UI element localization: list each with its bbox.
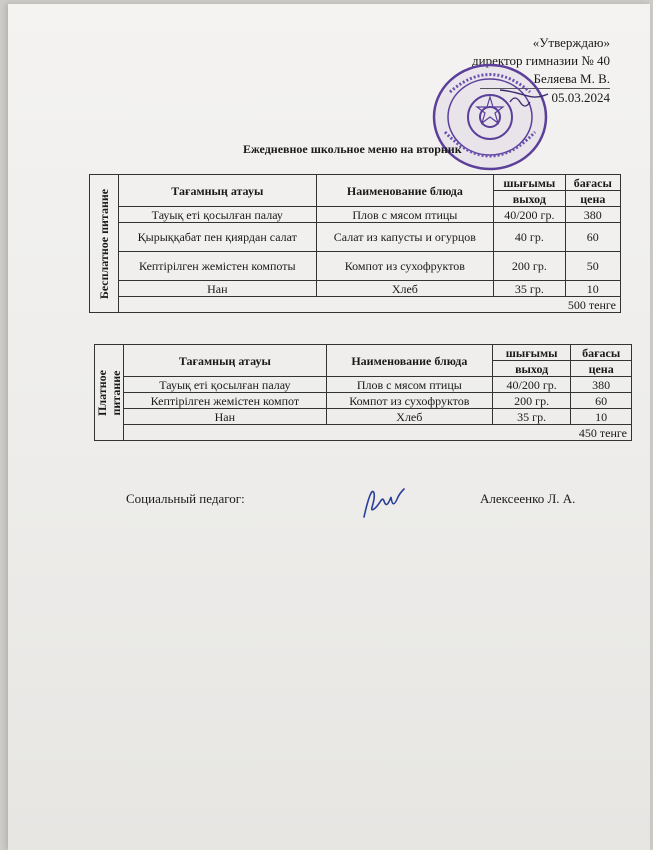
dish-price: 60 [571, 393, 632, 409]
table-row [90, 252, 621, 281]
dish-ru: Хлеб [326, 409, 492, 425]
dish-ru: Плов с мясом птицы [326, 377, 492, 393]
dish-kz: Тауық еті қосылған палау [119, 207, 317, 223]
col-price-kz: бағасы [571, 345, 632, 361]
table-row [95, 409, 632, 425]
approval-heading: «Утверждаю» [532, 35, 610, 50]
dish-ru: Плов с мясом птицы [316, 207, 494, 223]
col-output-kz: шығымы [494, 175, 565, 191]
col-ru-name: Наименование блюда [316, 175, 494, 207]
dish-output: 200 гр. [494, 252, 565, 281]
signature-name: Алексеенко Л. А. [480, 491, 576, 506]
col-price-ru: цена [571, 361, 632, 377]
col-kz-name: Тағамның атауы [119, 175, 317, 207]
approval-position: директор гимназии № 40 [472, 53, 610, 68]
dish-ru: Компот из сухофруктов [316, 252, 494, 281]
table-row [90, 281, 621, 297]
dish-ru: Салат из капусты и огурцов [316, 223, 494, 252]
approval-date: 05.03.2024 [480, 88, 610, 107]
page-title: Ежедневное школьное меню на вторник [243, 142, 462, 156]
paid-meal-total: 450 тенге [124, 425, 632, 441]
table-row [95, 377, 632, 393]
dish-kz: Нан [119, 281, 317, 297]
paid-meal-label: Платное питание [95, 345, 124, 441]
dish-output: 35 гр. [494, 281, 565, 297]
dish-kz: Кептірілген жемістен компоты [119, 252, 317, 281]
col-price-ru: цена [565, 191, 620, 207]
table-row [90, 223, 621, 252]
dish-kz: Қырыққабат пен қиярдан салат [119, 223, 317, 252]
signature-role: Социальный педагог: [126, 491, 245, 506]
document-sheet [8, 4, 650, 850]
dish-kz: Тауық еті қосылған палау [124, 377, 327, 393]
dish-price: 60 [565, 223, 620, 252]
col-output-ru: выход [494, 191, 565, 207]
col-kz-name: Тағамның атауы [124, 345, 327, 377]
dish-ru: Хлеб [316, 281, 494, 297]
approval-name: Беляева М. В. [533, 71, 610, 86]
dish-kz: Нан [124, 409, 327, 425]
dish-output: 40 гр. [494, 223, 565, 252]
col-ru-name: Наименование блюда [326, 345, 492, 377]
dish-output: 40/200 гр. [494, 207, 565, 223]
dish-kz: Кептірілген жемістен компот [124, 393, 327, 409]
dish-price: 380 [565, 207, 620, 223]
free-meal-label: Бесплатное питание [90, 175, 119, 313]
table-row [95, 393, 632, 409]
col-output-kz: шығымы [492, 345, 570, 361]
paid-meal-table [94, 344, 632, 441]
dish-price: 380 [571, 377, 632, 393]
free-meal-table [89, 174, 621, 313]
dish-price: 50 [565, 252, 620, 281]
dish-price: 10 [571, 409, 632, 425]
col-price-kz: бағасы [565, 175, 620, 191]
handwritten-signature-icon [358, 479, 408, 524]
table-row [90, 207, 621, 223]
dish-ru: Компот из сухофруктов [326, 393, 492, 409]
col-output-ru: выход [492, 361, 570, 377]
dish-output: 200 гр. [492, 393, 570, 409]
dish-output: 40/200 гр. [492, 377, 570, 393]
dish-output: 35 гр. [492, 409, 570, 425]
free-meal-total: 500 тенге [119, 297, 621, 313]
dish-price: 10 [565, 281, 620, 297]
